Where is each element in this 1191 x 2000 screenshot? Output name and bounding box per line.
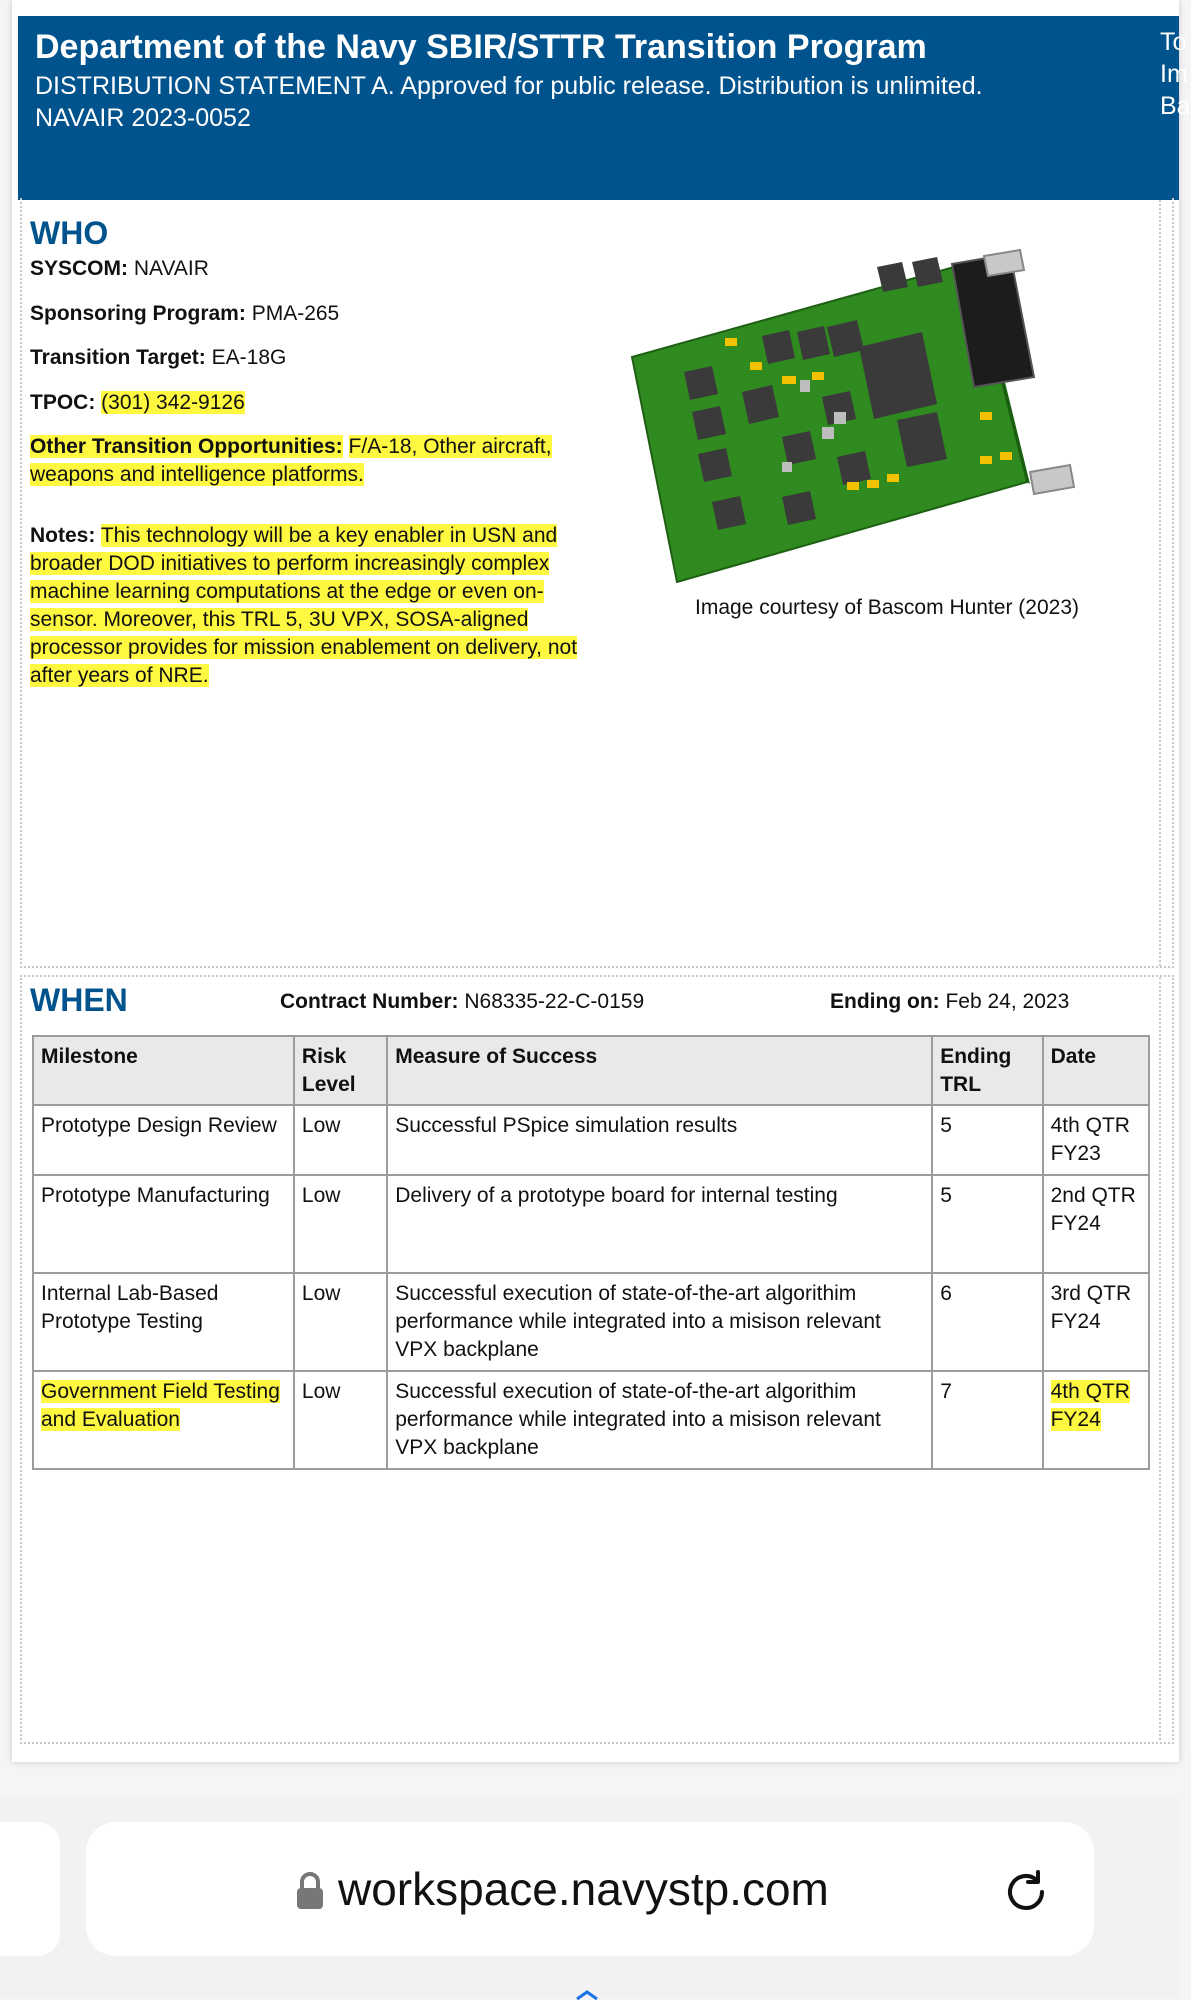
column-header-milestone: Milestone — [33, 1036, 294, 1105]
column-divider — [1159, 200, 1161, 966]
cell-milestone: Prototype Manufacturing — [33, 1175, 294, 1273]
table-row — [33, 1175, 1149, 1273]
cell-measure: Successful PSpice simulation results — [387, 1105, 932, 1175]
column-divider — [1159, 977, 1161, 1740]
ending-date — [830, 990, 1069, 1014]
lock-icon — [296, 1872, 324, 1915]
when-heading: WHEN — [30, 982, 128, 1018]
table-row — [33, 1371, 1149, 1469]
other-label: Other Transition Opportunities: — [30, 435, 343, 458]
highlighted-text: Government Field Testing and Evaluation — [41, 1380, 280, 1431]
syscom-field — [30, 255, 209, 283]
reload-icon[interactable] — [1002, 1868, 1050, 1921]
cell-milestone: Prototype Design Review — [33, 1105, 294, 1175]
cell-risk: Low — [294, 1371, 387, 1469]
syscom-value: NAVAIR — [133, 257, 209, 280]
clipped-text: Im — [1160, 60, 1188, 88]
sponsor-field — [30, 300, 339, 328]
circuit-board-image — [632, 262, 1137, 582]
syscom-label: SYSCOM: — [30, 257, 129, 280]
cell-milestone — [33, 1371, 294, 1469]
ending-label: Ending on: — [830, 990, 940, 1013]
cell-risk: Low — [294, 1273, 387, 1371]
document-page — [12, 0, 1191, 1762]
who-heading: WHO — [30, 215, 109, 251]
highlighted-text: 4th QTR FY24 — [1050, 1380, 1130, 1431]
header-banner — [18, 16, 1191, 200]
column-header-risk: Risk Level — [294, 1036, 387, 1105]
milestones-table — [32, 1035, 1150, 1470]
url-text[interactable]: workspace.navystp.com — [338, 1863, 829, 1915]
other-opportunities-field — [30, 433, 610, 489]
column-header-measure: Measure of Success — [387, 1036, 932, 1105]
cell-measure: Successful execution of state-of-the-art algorithim performance while integrated into a misison relevant VPX backplane — [387, 1371, 932, 1469]
tpoc-field — [30, 389, 245, 417]
target-label: Transition Target: — [30, 346, 206, 369]
sponsor-label: Sponsoring Program: — [30, 302, 246, 325]
table-row — [33, 1105, 1149, 1175]
cell-risk: Low — [294, 1175, 387, 1273]
cell-trl: 5 — [932, 1175, 1042, 1273]
cell-date: 3rd QTR FY24 — [1043, 1273, 1149, 1371]
cell-trl: 6 — [932, 1273, 1042, 1371]
target-field — [30, 344, 286, 372]
image-caption: Image courtesy of Bascom Hunter (2023) — [695, 596, 1080, 619]
contract-number — [280, 990, 644, 1014]
cell-measure: Successful execution of state-of-the-art algorithim performance while integrated into a misison relevant VPX backplane — [387, 1273, 932, 1371]
release-number: NAVAIR 2023-0052 — [35, 104, 251, 132]
notes-field — [30, 522, 610, 690]
notes-value: This technology will be a key enabler in USN and broader DOD initiatives to perform increasingly complex machine learning computations at the edge or even on-sensor. Moreover, this TRL 5, 3U VPX, SOSA-aligned processor provides for mission enablement on delivery, not after years of NRE. — [30, 524, 578, 687]
cell-risk: Low — [294, 1105, 387, 1175]
cell-date: 2nd QTR FY24 — [1043, 1175, 1149, 1273]
clipped-text: Ba — [1160, 92, 1191, 120]
other-value: F/A-18, Other aircraft, weapons and intelligence platforms. — [30, 435, 552, 486]
contract-label: Contract Number: — [280, 990, 459, 1013]
cell-measure: Delivery of a prototype board for internal testing — [387, 1175, 932, 1273]
chevron-up-icon[interactable] — [574, 1990, 600, 2000]
sponsor-value: PMA-265 — [251, 302, 340, 325]
table-row — [33, 1273, 1149, 1371]
cell-milestone: Internal Lab-Based Prototype Testing — [33, 1273, 294, 1371]
cell-trl: 7 — [932, 1371, 1042, 1469]
column-header-date: Date — [1043, 1036, 1149, 1105]
tpoc-value: (301) 342-9126 — [101, 391, 245, 414]
cell-date — [1043, 1371, 1149, 1469]
table-header-row — [33, 1036, 1149, 1105]
target-value: EA-18G — [211, 346, 287, 369]
banner-title: Department of the Navy SBIR/STTR Transition Program — [35, 28, 927, 66]
ending-value: Feb 24, 2023 — [945, 990, 1070, 1013]
cell-trl: 5 — [932, 1105, 1042, 1175]
tpoc-label: TPOC: — [30, 391, 96, 414]
cell-date: 4th QTR FY23 — [1043, 1105, 1149, 1175]
distribution-statement: DISTRIBUTION STATEMENT A. Approved for public release. Distribution is unlimited. — [35, 72, 983, 100]
previous-tab-preview[interactable] — [0, 1822, 60, 1956]
clipped-text: To — [1160, 28, 1187, 56]
notes-label: Notes: — [30, 524, 96, 547]
column-header-trl: Ending TRL — [932, 1036, 1042, 1105]
contract-value: N68335-22-C-0159 — [464, 990, 645, 1013]
